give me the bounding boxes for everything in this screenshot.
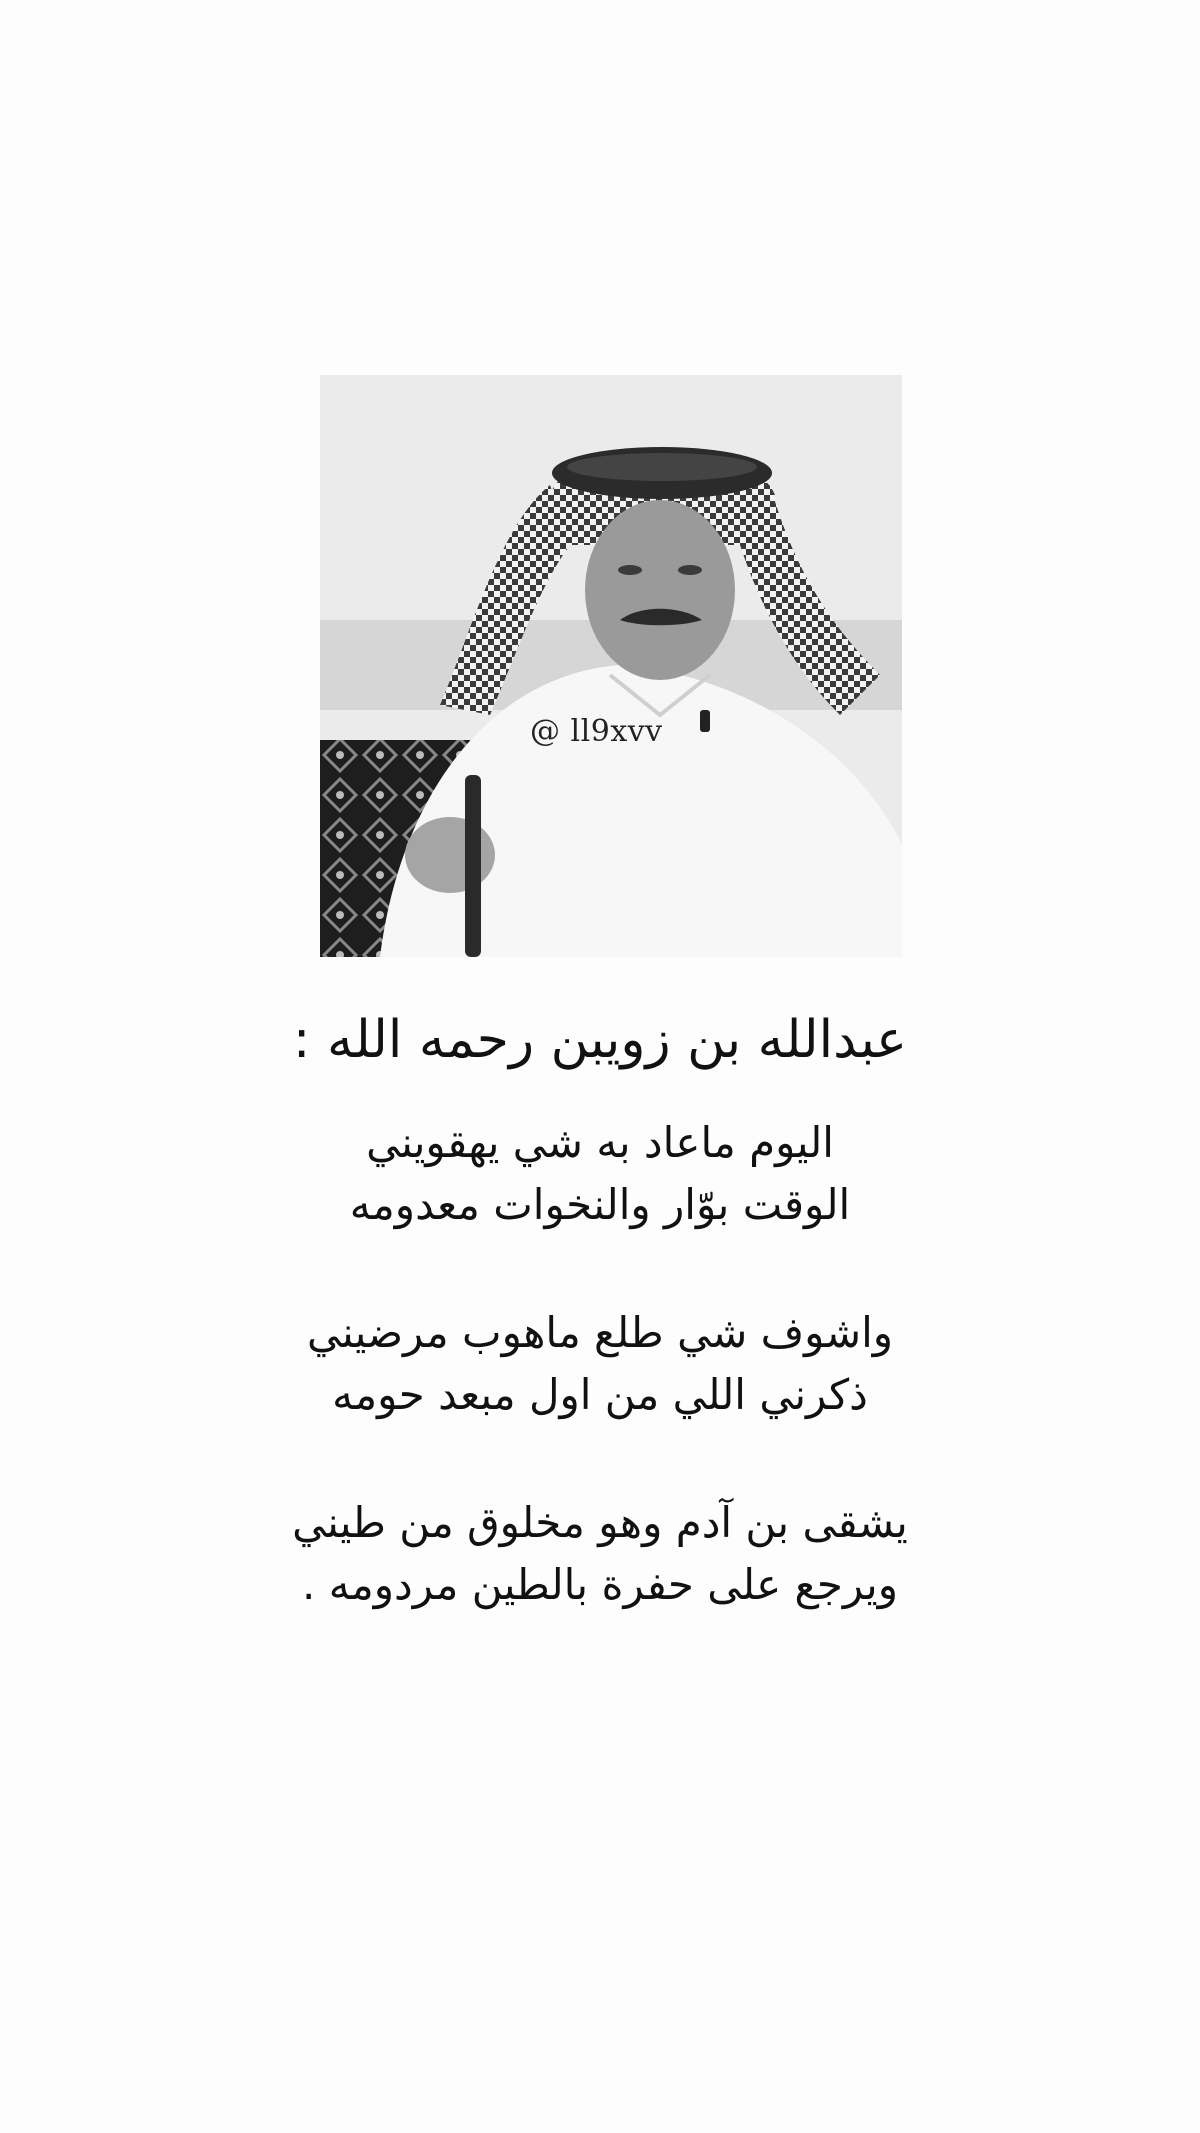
verse-line: يشقى بن آدم وهو مخلوق من طيني bbox=[292, 1498, 908, 1547]
watermark-handle: @ ll9xvv bbox=[530, 714, 663, 749]
verse-stanza-3 bbox=[150, 1492, 1050, 1616]
poem-title: عبدالله بن زويبن رحمه الله : bbox=[292, 1010, 908, 1070]
verse-line: الوقت بوّار والنخوات معدومه bbox=[349, 1180, 851, 1229]
verse-line: ويرجع على حفرة بالطين مردومه . bbox=[302, 1560, 898, 1609]
verse-stanza-2 bbox=[150, 1302, 1050, 1426]
portrait-photo bbox=[320, 375, 902, 957]
verse-stanza-1 bbox=[150, 1112, 1050, 1236]
portrait-illustration bbox=[320, 375, 902, 957]
verse-line: اليوم ماعاد به شي يهقويني bbox=[366, 1118, 834, 1167]
verse-line: واشوف شي طلع ماهوب مرضيني bbox=[306, 1308, 894, 1357]
verse-line: ذكرني اللي من اول مبعد حومه bbox=[332, 1370, 868, 1419]
